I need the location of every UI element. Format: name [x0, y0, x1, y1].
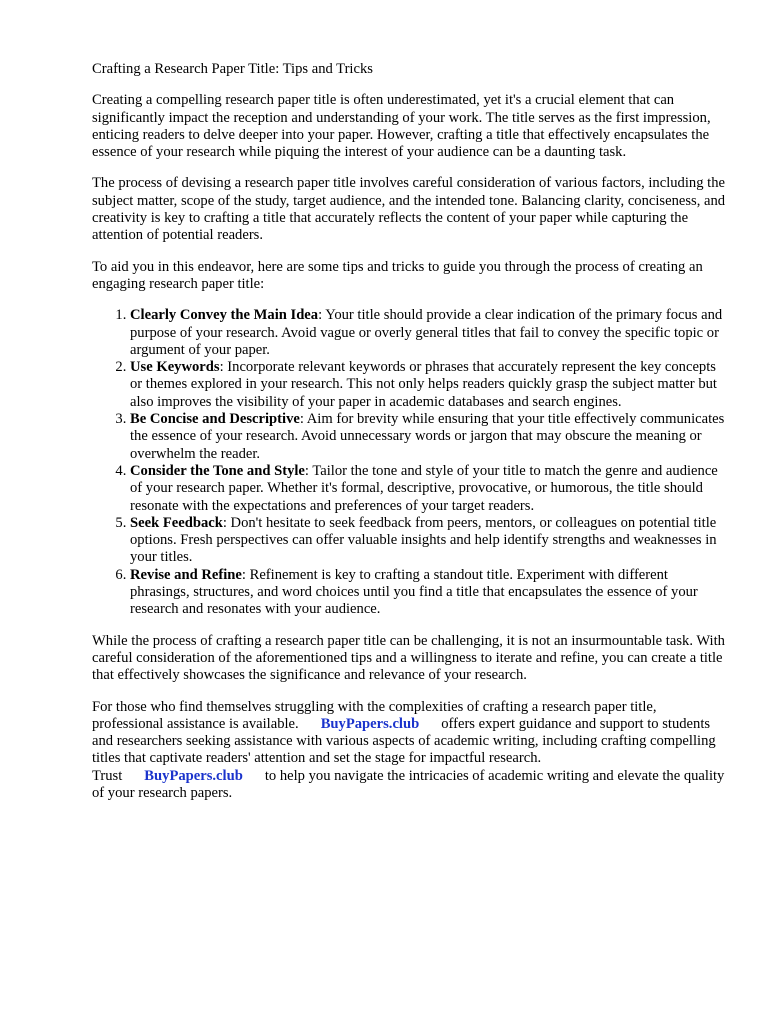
tip-text: : Incorporate relevant keywords or phrases that accurately represent the key concepts or themes explored in your research. This not only helps readers quickly grasp the subject matter but also improves the visibility of your paper in academic databases and search engines.	[130, 359, 717, 410]
tip-term: Clearly Convey the Main Idea	[130, 307, 319, 324]
tip-text: : Don't hesitate to seek feedback from peers, mentors, or colleagues on potential title options. Fresh perspectives can offer valuable insights and help identify strengths and weaknesses in your titles.	[130, 514, 717, 566]
document-title: Crafting a Research Paper Title: Tips and Tricks	[92, 61, 373, 77]
tip-term: Be Concise and Descriptive	[130, 411, 300, 428]
tip-term: Consider the Tone and Style	[130, 462, 305, 479]
tip-text: : Your title should provide a clear indication of the primary focus and purpose of your research. Avoid vague or overly general titles that fail to convey the specific topic or argument of your paper.	[130, 307, 723, 358]
list-item	[130, 359, 728, 411]
list-item	[130, 307, 728, 359]
intro-paragraph: Creating a compelling research paper title is often underestimated, yet it's a crucial element that can significantly impact the reception and understanding of your work. The title serves as the first impression, enticing readers to delve deeper into your paper. However, crafting a title that effectively encapsulates the essence of your research while piquing the interest of your audience can be a daunting task.	[92, 92, 711, 161]
tips-list	[92, 307, 728, 618]
promo-text-1: For those who find themselves struggling with the complexities of crafting a research paper title, professional assistance is available.	[92, 698, 657, 732]
tip-text: : Aim for brevity while ensuring that your title effectively communicates the essence of your research. Avoid unnecessary words or jargon that may obscure the meaning or overwhelm the reader.	[130, 411, 725, 462]
list-item	[130, 463, 728, 515]
tip-term: Use Keywords	[130, 359, 220, 376]
list-item	[130, 411, 728, 463]
list-item	[130, 567, 728, 619]
promo-text-2: offers expert guidance and support to students and researchers seeking assistance with various aspects of academic writing, including crafting compelling titles that captivate readers' attention and set the stage for impactful research. Trust	[92, 715, 716, 784]
tip-text: : Tailor the tone and style of your title to match the genre and audience of your research paper. Whether it's formal, descriptive, provocative, or humorous, the title should resonate with the expectations and preferences of your target readers.	[130, 462, 718, 514]
list-item	[130, 515, 728, 567]
tip-term: Revise and Refine	[130, 566, 242, 583]
promo-paragraph	[92, 699, 728, 803]
process-paragraph: The process of devising a research paper title involves careful consideration of various factors, including the subject matter, scope of the study, target audience, and the intended tone. Balancing clarity, conciseness, and creativity is key to crafting a title that accurately reflects the content of your paper while capturing the attention of potential readers.	[92, 175, 726, 244]
buypapers-link-1[interactable]: BuyPapers.club	[320, 715, 420, 732]
tip-term: Seek Feedback	[130, 514, 223, 531]
tip-text: : Refinement is key to crafting a standout title. Experiment with different phrasings, structures, and word choices until you find a title that encapsulates the essence of your research and resonates with your audience.	[130, 566, 698, 618]
buypapers-link-2[interactable]: BuyPapers.club	[144, 767, 243, 784]
promo-text-3: to help you navigate the intricacies of academic writing and elevate the quality of your research papers.	[92, 767, 725, 801]
tips-intro-paragraph: To aid you in this endeavor, here are some tips and tricks to guide you through the process of creating an engaging research paper title:	[92, 258, 703, 292]
conclusion-paragraph: While the process of crafting a research paper title can be challenging, it is not an insurmountable task. With careful consideration of the aforementioned tips and a willingness to iterate and refine, you can create a title that effectively showcases the significance and relevance of your research.	[92, 632, 725, 684]
